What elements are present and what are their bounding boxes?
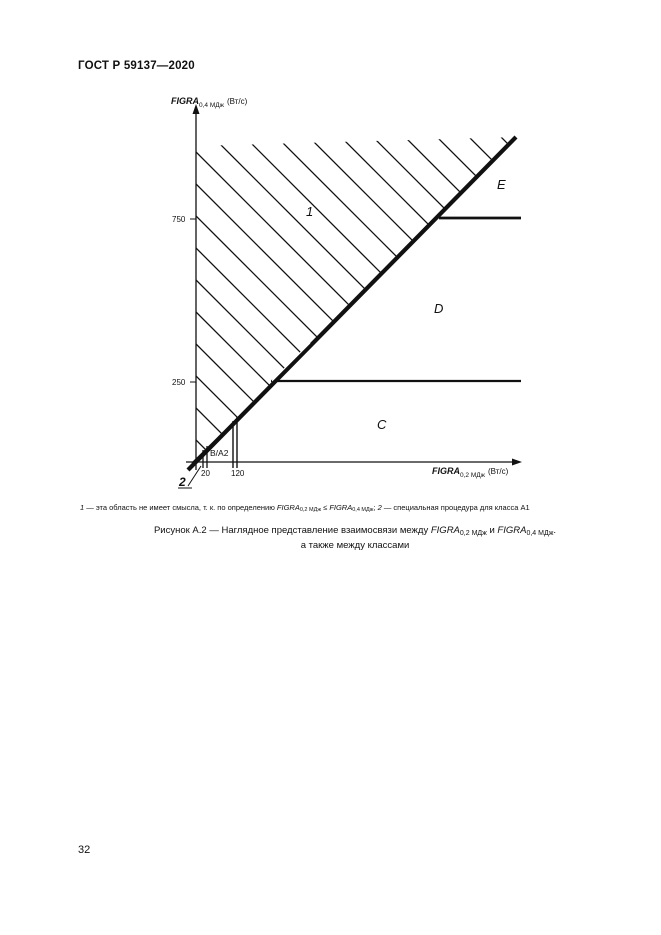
- figure-legend: [80, 503, 620, 513]
- legend-figra-b: FIGRA: [329, 503, 353, 512]
- x-tick-label-120: 120: [231, 469, 245, 478]
- caption-dot: .: [553, 525, 557, 536]
- x-tick-label-20: 20: [201, 469, 210, 478]
- y-axis-title: $FIGRA_{0,4 МДж}$ (Вт/с): [171, 96, 248, 109]
- legend-figra-a: FIGRA: [276, 503, 300, 512]
- caption-line-1: [80, 525, 630, 540]
- caption-figra-a: FIGRA: [430, 525, 460, 536]
- x-axis-arrow-icon: [512, 459, 522, 466]
- x-axis-title: $FIGRA_{0,2 МДж}$ (Вт/с): [432, 466, 509, 479]
- region-1-label: 1: [306, 204, 314, 219]
- document-header: ГОСТ Р 59137—2020: [78, 60, 195, 72]
- legend-sep: ;: [373, 503, 378, 512]
- figure-caption: [80, 525, 630, 552]
- region-ba2-label: B/A2: [210, 448, 229, 458]
- caption-sub-04: 0,4 МДж: [526, 530, 554, 537]
- y-tick-label-250: 250: [172, 378, 186, 387]
- region-d-label: D: [434, 301, 444, 316]
- page-number: 32: [78, 844, 91, 856]
- legend-number-1: 1: [80, 503, 85, 512]
- caption-and: и: [486, 525, 498, 536]
- caption-figra-b: FIGRA: [497, 525, 527, 536]
- legend-text-1: — эта область не имеет смысла, т. к. по определению: [84, 503, 277, 512]
- callout-2-label: 2: [179, 475, 186, 489]
- caption-prefix: Рисунок А.2 — Наглядное представление взаимосвязи между: [153, 525, 431, 536]
- caption-sub-02: 0,2 МДж: [459, 530, 487, 537]
- region-c-label: C: [377, 417, 387, 432]
- legend-sub-04: 0,4 МДж: [352, 507, 374, 513]
- hatched-region: [196, 0, 661, 935]
- caption-line-2: а также между классами: [300, 540, 410, 551]
- y-tick-label-750: 750: [172, 215, 186, 224]
- diagonal-boundary: [188, 137, 516, 470]
- legend-text-2: — специальная процедура для класса А1: [381, 503, 530, 512]
- legend-le: ≤: [321, 503, 330, 512]
- region-e-label: E: [497, 177, 506, 192]
- legend-sub-02: 0,2 МДж: [299, 507, 322, 513]
- legend-number-2: 2: [377, 503, 382, 512]
